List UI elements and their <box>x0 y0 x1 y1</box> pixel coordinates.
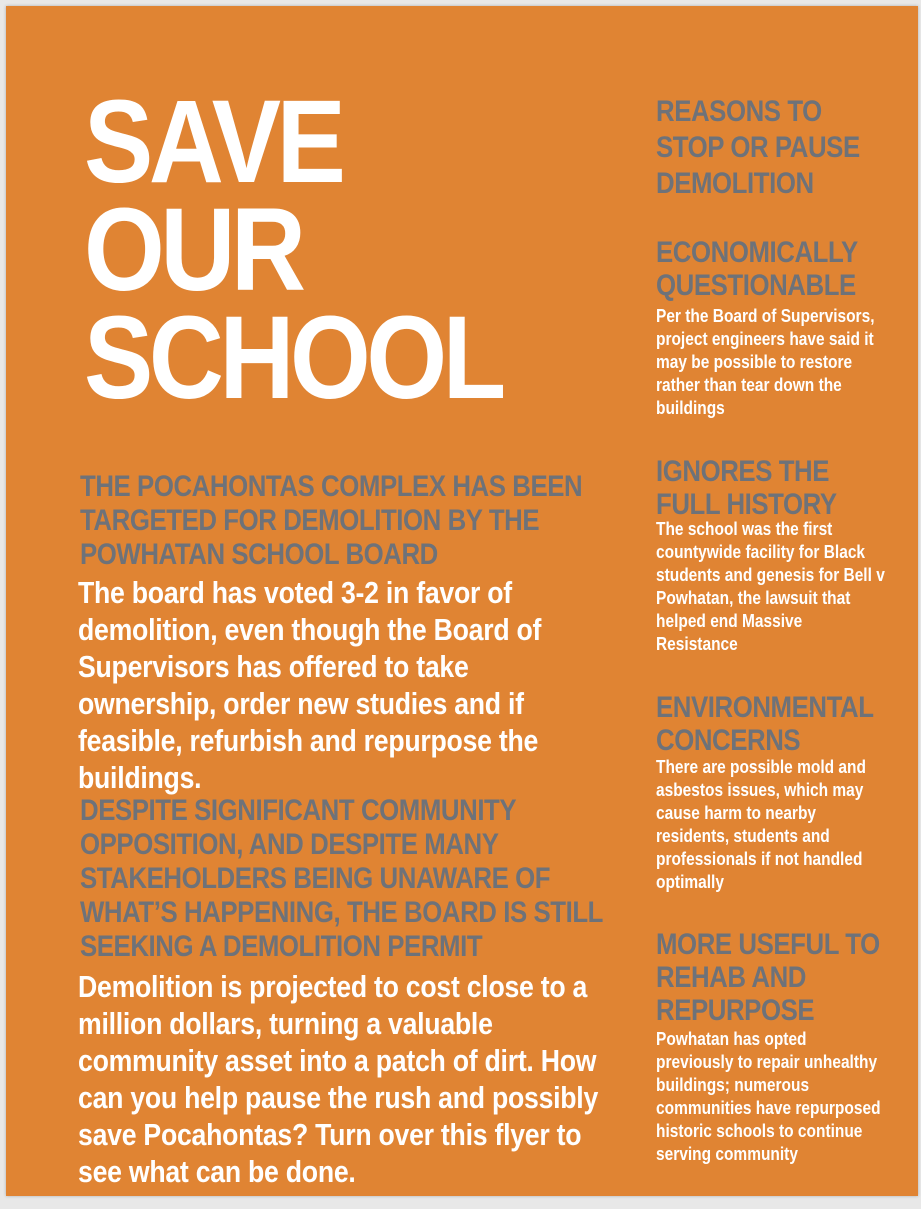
reason-body-repurpose: Powhatan has opted previously to repair unhealthy buildings; numerous communities have repurposed historic schools to continue serving community <box>656 1029 881 1164</box>
title-line-1: SAVE <box>84 76 342 208</box>
reason-body-economic: Per the Board of Supervisors, project engineers have said it may be possible to restore rather than tear down the buildings <box>656 306 875 418</box>
reason-title-economic: ECONOMICALLY QUESTIONABLE <box>656 236 858 302</box>
reason-body-environmental: There are possible mold and asbestos issues, which may cause harm to nearby residents, students and professionals if not handled optimally <box>656 757 866 892</box>
title-line-3: SCHOOL <box>84 292 502 424</box>
reasons-heading: REASONS TO STOP OR PAUSE DEMOLITION <box>656 95 860 200</box>
reason-body-history: The school was the first countywide facility for Black students and genesis for Bell v Powhatan, the lawsuit that helped end Massive Resistance <box>656 519 885 654</box>
reason-title-environmental: ENVIRONMENTAL CONCERNS <box>656 691 874 757</box>
left-heading-2: DESPITE SIGNIFICANT COMMUNITY OPPOSITION, AND DESPITE MANY STAKEHOLDERS BEING UNAWARE OF WHAT’S HAPPENING, THE BOARD IS STILL SEEKING A DEMOLITION PERMIT <box>80 794 603 963</box>
reason-title-history: IGNORES THE FULL HISTORY <box>656 455 837 521</box>
flyer-title <box>84 76 502 424</box>
left-paragraph-2: Demolition is projected to cost close to a million dollars, turning a valuable community asset into a patch of dirt. How can you help pause the rush and possibly save Pocahontas? Turn over this flyer to see what can be done. <box>78 969 599 1189</box>
title-line-2: OUR <box>84 184 302 316</box>
flyer-page <box>6 6 918 1196</box>
reason-title-repurpose: MORE USEFUL TO REHAB AND REPURPOSE <box>656 928 880 1027</box>
left-heading-1: THE POCAHONTAS COMPLEX HAS BEEN TARGETED FOR DEMOLITION BY THE POWHATAN SCHOOL BOARD <box>80 470 583 571</box>
left-paragraph-1: The board has voted 3-2 in favor of demolition, even though the Board of Supervisors has offered to take ownership, order new studies and if feasible, refurbish and repurpose the buildings. <box>78 575 542 795</box>
